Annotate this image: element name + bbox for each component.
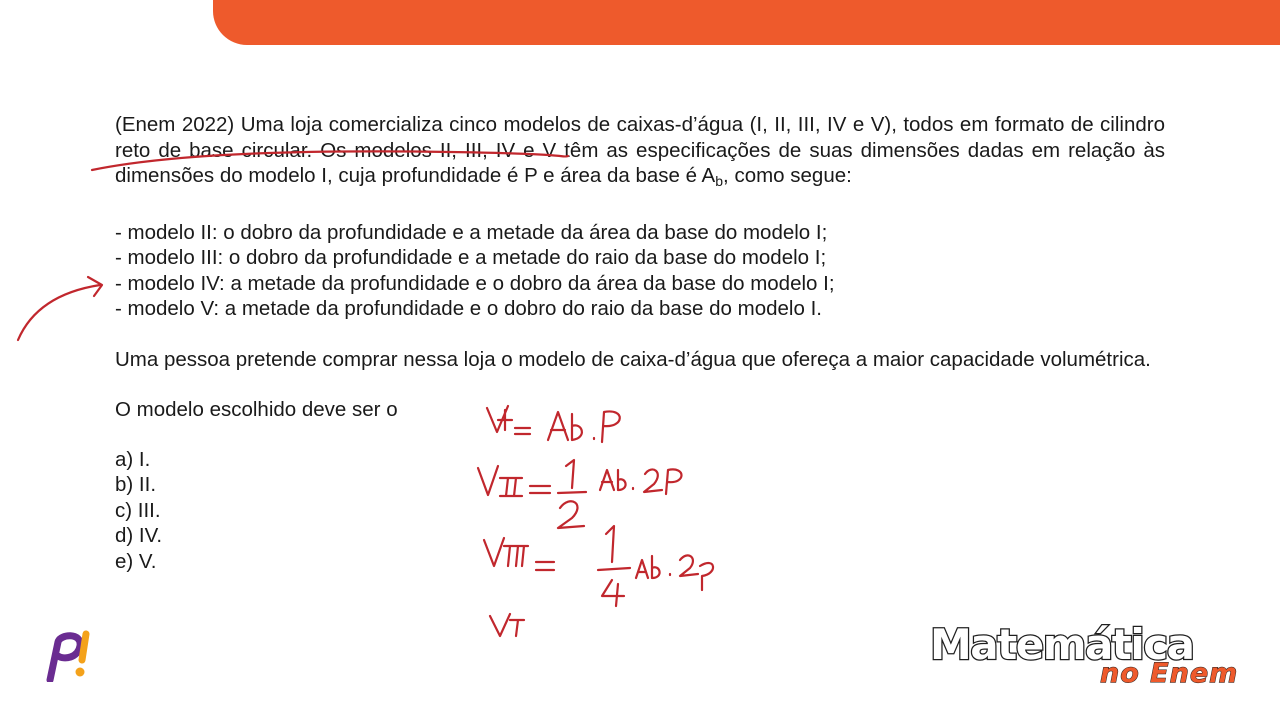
option-b[interactable]: b) II. bbox=[115, 473, 157, 496]
list-item: - modelo III: o dobro da profundidade e a metade do raio da base do modelo I; bbox=[115, 246, 827, 269]
option-e[interactable]: e) V. bbox=[115, 549, 157, 573]
brand-logo-icon bbox=[40, 626, 96, 682]
answer-options bbox=[115, 447, 1165, 575]
brand-title: Matemática bbox=[930, 620, 1194, 669]
list-item: - modelo II: o dobro da profundidade e a metade da área da base do modelo I; bbox=[115, 220, 828, 244]
question-statement: (Enem 2022) Uma loja comercializa cinco modelos de caixas-d’água (I, II, III, IV e V), todos em formato de cilindro reto de base circular. Os modelos II, III, IV e V têm as especificações de suas dimensões dadas em relação às dimensões do modelo I, cuja profundidade é P e área da base é $A_b$, como segue: bbox=[115, 113, 1165, 189]
ink-arrow-head bbox=[88, 277, 102, 296]
brand-mark bbox=[930, 620, 1240, 690]
question-block bbox=[115, 112, 1165, 574]
ink-arrow bbox=[18, 285, 100, 340]
option-a[interactable]: a) I. bbox=[115, 447, 151, 471]
ink-note-4 bbox=[490, 614, 524, 636]
question-context: Uma pessoa pretende comprar nessa loja o modelo de caixa-d’água que ofereça a maior capacidade volumétrica. bbox=[115, 347, 1151, 371]
brand-subtitle: no Enem bbox=[1100, 658, 1239, 689]
header-bar bbox=[213, 0, 1280, 45]
option-d[interactable]: d) IV. bbox=[115, 524, 163, 547]
option-c[interactable]: c) III. bbox=[115, 498, 161, 522]
subscript-b: b bbox=[715, 173, 724, 189]
question-prompt: O modelo escolhido deve ser o bbox=[115, 398, 398, 421]
list-item: - modelo V: a metade da profundidade e o dobro do raio da base do modelo I. bbox=[115, 297, 822, 320]
list-item: - modelo IV: a metade da profundidade e o dobro da área da base do modelo I; bbox=[115, 271, 835, 295]
